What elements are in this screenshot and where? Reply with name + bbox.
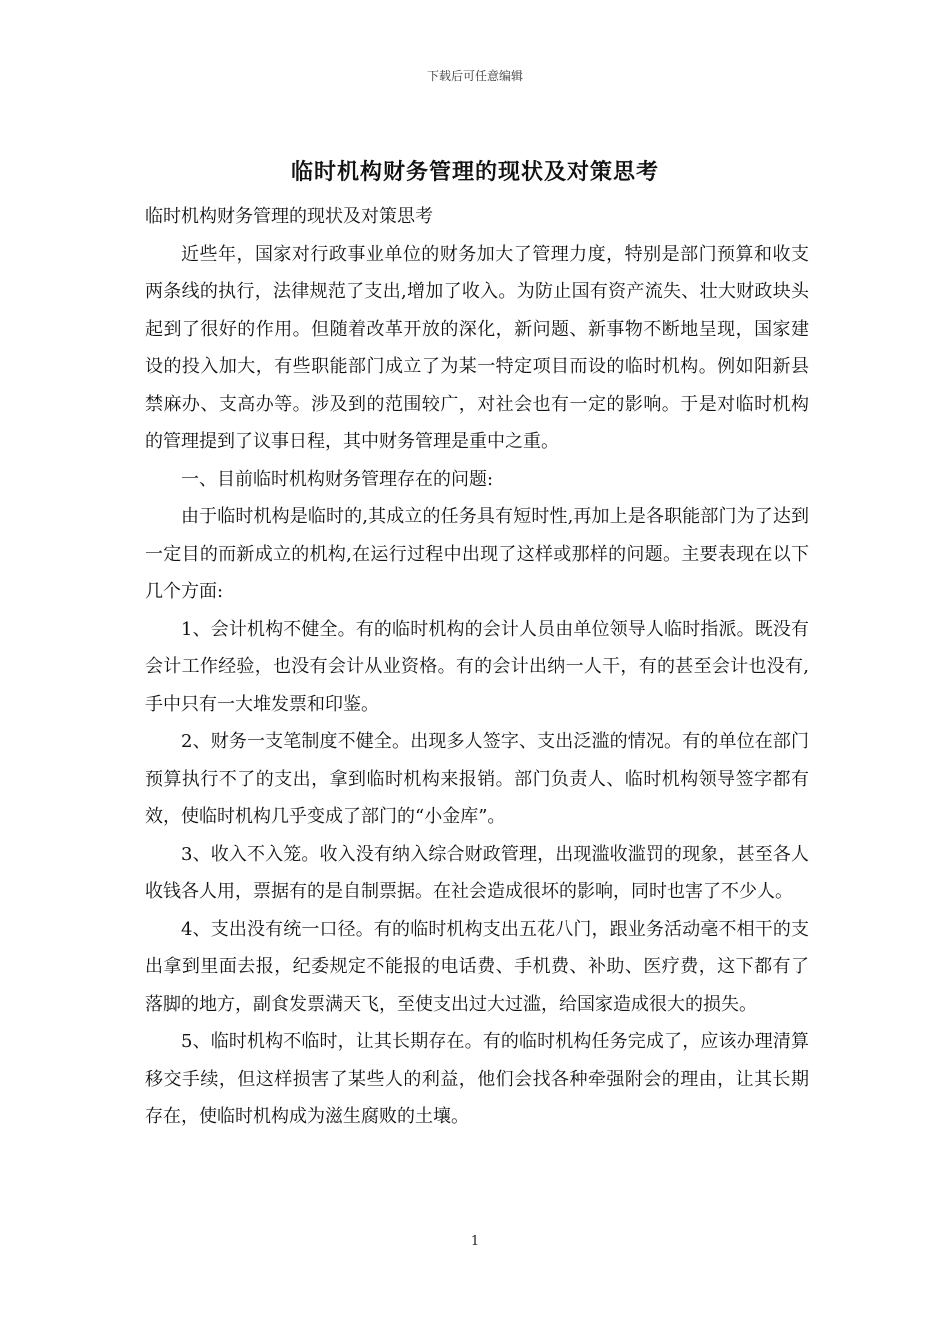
header-note: 下载后可任意编辑 [426, 69, 523, 83]
paragraph-item-3: 3、收入不入笼。收入没有纳入综合财政管理，出现滥收滥罚的现象，甚至各人收钱各人用，票据有的是自制票据。在社会造成很坏的影响，同时也害了不少人。 [145, 843, 809, 902]
paragraph-problems-overview: 由于临时机构是临时的,其成立的任务具有短时性,再加上是各职能部门为了达到一定目的而新成立的机构,在运行过程中出现了这样或那样的问题。主要表现在以下几个方面: [145, 506, 809, 602]
document-title: 临时机构财务管理的现状及对策思考 [290, 160, 659, 185]
paragraph-item-1: 1、会计机构不健全。有的临时机构的会计人员由单位领导人临时指派。既没有会计工作经验，也没有会计从业资格。有的会计出纳一人干，有的甚至会计也没有,手中只有一大堆发票和印鉴。 [145, 618, 809, 715]
page-number: 1 [470, 1234, 480, 1249]
subtitle-line: 临时机构财务管理的现状及对策思考 [145, 206, 433, 227]
paragraph-item-5: 5、临时机构不临时，让其长期存在。有的临时机构任务完成了，应该办理清算移交手续，但这样损害了某些人的利益，他们会找各种牵强附会的理由，让其长期存在，使临时机构成为滋生腐败的土壤。 [145, 1031, 809, 1127]
section-heading-problems: 一、目前临时机构财务管理存在的问题: [181, 468, 494, 490]
paragraph-item-4: 4、支出没有统一口径。有的临时机构支出五花八门，跟业务活动毫不相干的支出拿到里面去报，纪委规定不能报的电话费、手机费、补助、医疗费，这下都有了落脚的地方，副食发票满天飞，至使支出过大过滥，给国家造成很大的损失。 [145, 918, 809, 1015]
document-body [145, 198, 809, 1136]
paragraph-item-2: 2、财务一支笔制度不健全。出现多人签字、支出泛滥的情况。有的单位在部门预算执行不了的支出，拿到临时机构来报销。部门负责人、临时机构领导签字都有效，使临时机构几乎变成了部门的“小金库”。 [145, 731, 809, 827]
paragraph-intro: 近些年，国家对行政事业单位的财务加大了管理力度，特别是部门预算和收支两条线的执行，法律规范了支出,增加了收入。为防止国有资产流失、壮大财政块头起到了很好的作用。但随着改革开放的深化，新问题、新事物不断地呈现，国家建设的投入加大，有些职能部门成立了为某一特定项目而设的临时机构。例如阳新县禁麻办、支高办等。涉及到的范围较广，对社会也有一定的影响。于是对临时机构的管理提到了议事日程，其中财务管理是重中之重。 [145, 243, 809, 452]
